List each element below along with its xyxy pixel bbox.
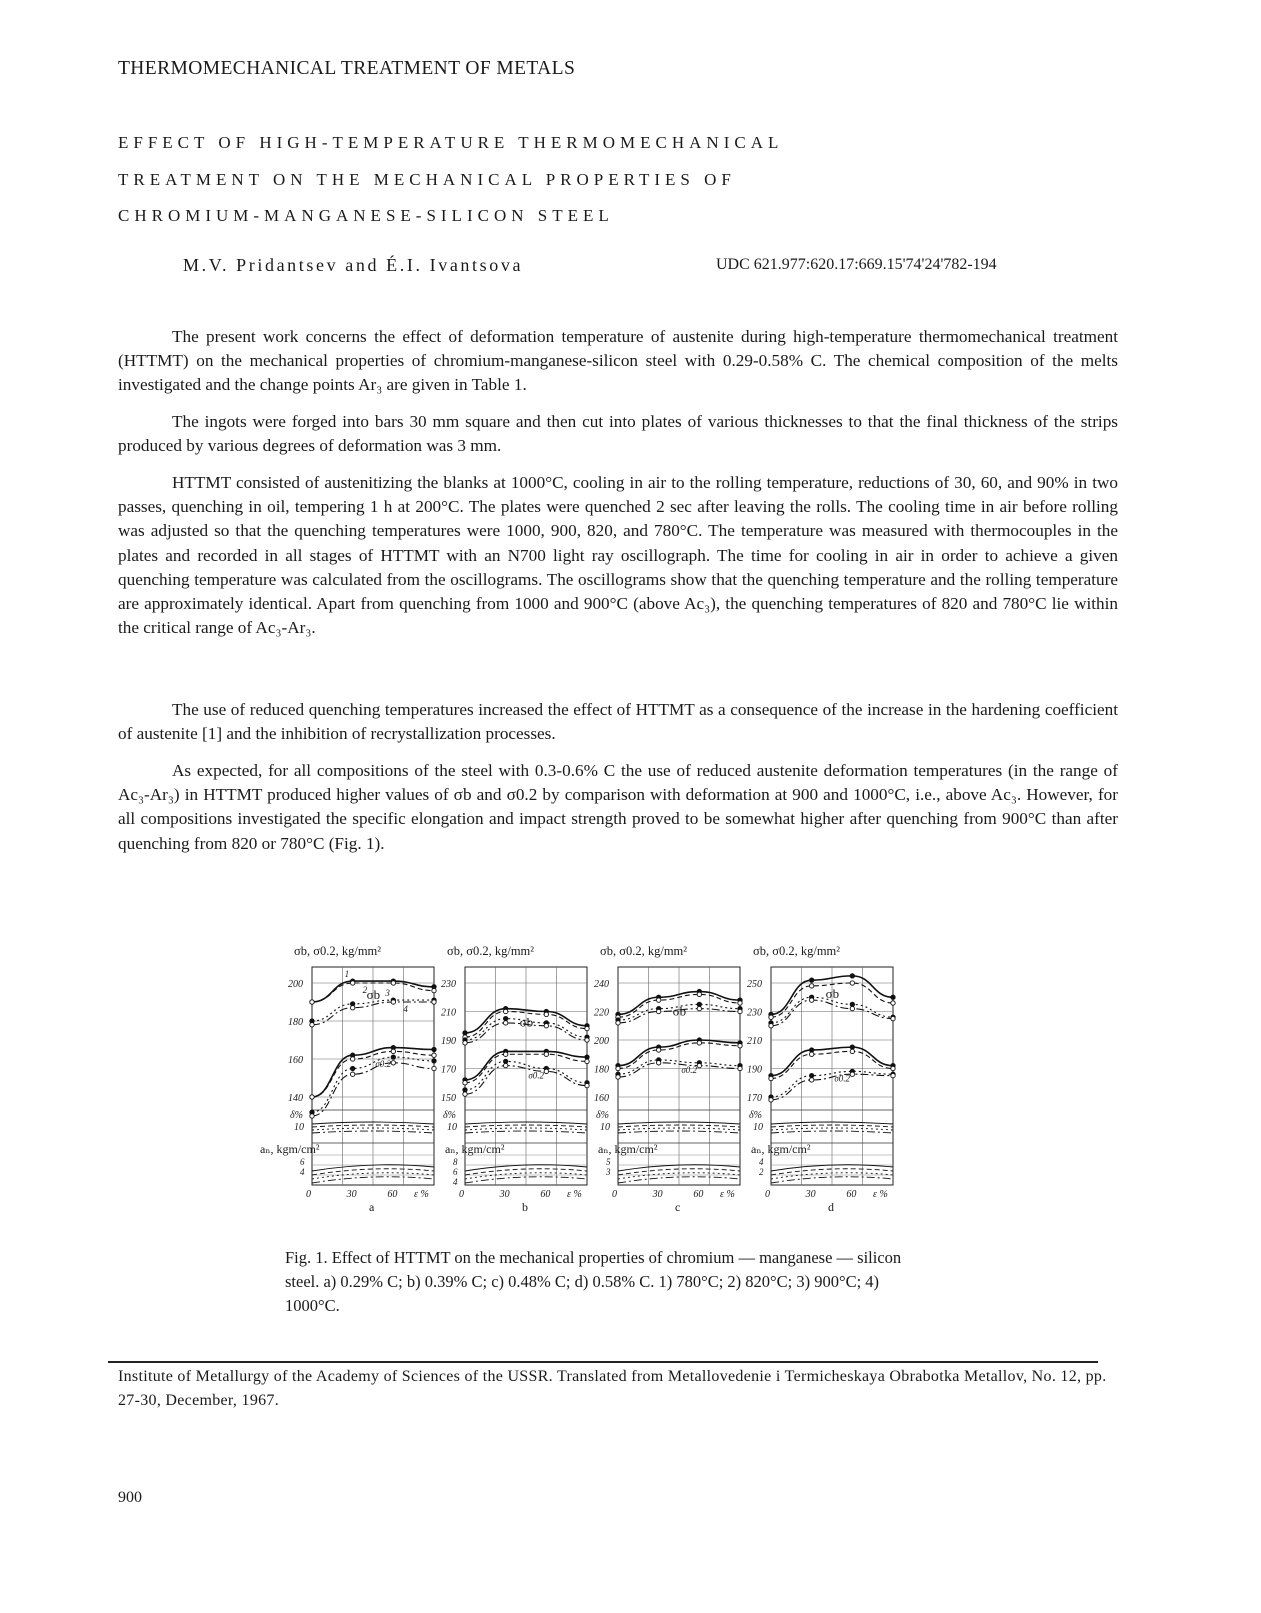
data-point [891, 1016, 895, 1020]
data-point [391, 981, 395, 985]
data-point [616, 1066, 620, 1070]
delta-axis-label: δ% [443, 1110, 456, 1121]
impact-tick-label: 2 [759, 1167, 764, 1177]
paper-title-line-1: EFFECT OF HIGH-TEMPERATURE THERMOMECHANICAL [118, 133, 784, 152]
panel-letter: a [369, 1200, 375, 1214]
x-tick-label: 60 [387, 1189, 398, 1200]
sigma-b-annotation: σb [519, 1014, 534, 1030]
x-tick-label: 0 [765, 1189, 770, 1200]
data-point [544, 1012, 548, 1016]
sigma-02-annotation: σ0.2 [834, 1073, 851, 1084]
y-tick-label: 250 [747, 979, 762, 990]
udc-code: UDC 621.977:620.17:669.15'74'24'782-194 [716, 256, 997, 273]
data-point [656, 998, 660, 1002]
y-tick-label: 180 [288, 1017, 303, 1028]
data-point [697, 1041, 701, 1045]
panel-y-axis-label: σb, σ0.2, kg/mm² [753, 944, 841, 958]
data-point [310, 1000, 314, 1004]
impact-tick-label: 6 [300, 1157, 305, 1167]
x-tick-label: 0 [612, 1189, 617, 1200]
data-point [350, 1066, 354, 1070]
x-tick-label: 0 [459, 1189, 464, 1200]
y-tick-label: 160 [288, 1055, 303, 1066]
impact-axis-label: aₙ, kgm/cm² [751, 1142, 811, 1156]
panel-letter: b [522, 1200, 528, 1214]
data-point [769, 1015, 773, 1019]
data-point [463, 1031, 467, 1035]
data-point [656, 1009, 660, 1013]
delta-axis-label: δ% [596, 1110, 609, 1121]
section-heading: THERMOMECHANICAL TREATMENT OF METALS [118, 58, 576, 79]
impact-tick-label: 4 [453, 1177, 458, 1187]
data-point [310, 1095, 314, 1099]
impact-tick-label: 8 [453, 1157, 458, 1167]
data-point [503, 1016, 507, 1020]
delta-tick-label: 10 [600, 1122, 610, 1133]
y-tick-label: 180 [594, 1064, 609, 1076]
data-point [350, 981, 354, 985]
figure-caption: Fig. 1. Effect of HTTMT on the mechanical properties of chromium — manganese — silicon steel. a) 0.29% C; b) 0.39% C; c) 0.48% C; d) 0.58% C. 1) 780°C; 2) 820°C; 3) 900°C; 4) 1000°C. [285, 1248, 902, 1315]
delta-tick-label: 10 [753, 1122, 763, 1133]
data-point [310, 1114, 314, 1118]
figure-panel-d [747, 944, 895, 1214]
data-point [463, 1081, 467, 1085]
impact-tick-label: 4 [300, 1167, 305, 1177]
x-tick-label: 60 [540, 1189, 551, 1200]
curve-number-label: 4 [403, 1004, 408, 1014]
y-tick-label: 200 [288, 979, 303, 990]
sigma-02-annotation: σ0.2 [375, 1059, 392, 1070]
data-point [544, 1052, 548, 1056]
curve-number-label: 3 [385, 988, 390, 999]
impact-tick-label: 4 [759, 1157, 764, 1167]
y-tick-label: 200 [594, 1036, 609, 1047]
x-tick-label: 60 [846, 1189, 857, 1200]
sigma-b-annotation: σb [672, 1003, 687, 1019]
data-point [432, 988, 436, 992]
data-point [585, 1055, 589, 1059]
y-tick-label: 190 [441, 1036, 456, 1047]
y-tick-label: 230 [747, 1007, 762, 1019]
y-tick-label: 170 [747, 1093, 762, 1104]
sigma-02-annotation: σ0.2 [681, 1064, 698, 1075]
curve-number-label: 1 [344, 969, 350, 980]
impact-tick-label: 3 [606, 1167, 611, 1177]
data-point [432, 1047, 436, 1051]
data-point [809, 998, 813, 1002]
y-tick-label: 210 [747, 1036, 762, 1047]
impact-tick-label: 5 [606, 1157, 611, 1167]
data-point [891, 1066, 895, 1070]
data-point [463, 1088, 467, 1092]
panel-y-axis-label: σb, σ0.2, kg/mm² [600, 944, 688, 958]
data-point [850, 981, 854, 985]
data-point [697, 1002, 701, 1006]
page-number: 900 [118, 1489, 142, 1506]
data-point [463, 1041, 467, 1045]
data-point [850, 1049, 854, 1053]
panel-letter: c [675, 1200, 681, 1214]
y-tick-label: 210 [441, 1007, 456, 1019]
data-point [432, 1053, 436, 1057]
data-point [656, 1048, 660, 1052]
data-point [391, 1049, 395, 1053]
authors: M.V. Pridantsev and É.I. Ivantsova [183, 255, 524, 275]
data-point [503, 1021, 507, 1025]
y-tick-label: 160 [594, 1093, 609, 1104]
delta-axis-label: δ% [749, 1110, 762, 1121]
x-axis-unit: ε % [567, 1189, 582, 1200]
delta-axis-label: δ% [290, 1110, 303, 1121]
data-point [809, 1052, 813, 1056]
data-point [697, 992, 701, 996]
sigma-b-annotation: σb [366, 987, 381, 1003]
x-axis-unit: ε % [414, 1189, 429, 1200]
y-tick-label: 140 [288, 1093, 303, 1104]
data-point [585, 1059, 589, 1063]
data-point [769, 1076, 773, 1080]
y-tick-label: 240 [594, 979, 609, 990]
data-point [809, 1073, 813, 1077]
data-point [432, 1000, 436, 1004]
x-tick-label: 30 [346, 1189, 357, 1200]
x-tick-label: 60 [693, 1189, 704, 1200]
x-tick-label: 30 [499, 1189, 510, 1200]
footnote-divider [108, 1361, 1098, 1363]
paper-title-line-2: TREATMENT ON THE MECHANICAL PROPERTIES OF [118, 170, 736, 189]
y-tick-label: 220 [594, 1007, 609, 1019]
data-point [391, 1061, 395, 1065]
panel-y-axis-label: σb, σ0.2, kg/mm² [447, 944, 535, 958]
figure-panel-a [260, 944, 436, 1214]
data-point [738, 1001, 742, 1005]
data-point [503, 1059, 507, 1063]
impact-tick-label: 6 [453, 1167, 458, 1177]
x-tick-label: 30 [652, 1189, 663, 1200]
data-point [891, 1001, 895, 1005]
y-tick-label: 170 [441, 1064, 456, 1076]
data-point [769, 1098, 773, 1102]
delta-tick-label: 10 [294, 1122, 304, 1133]
panel-letter: d [828, 1200, 834, 1214]
data-point [544, 1024, 548, 1028]
x-tick-label: 0 [306, 1189, 311, 1200]
sigma-b-annotation: σb [825, 986, 840, 1002]
paper-title-line-3: CHROMIUM-MANGANESE-SILICON STEEL [118, 206, 614, 225]
data-point [585, 1026, 589, 1030]
body-paragraph-3: HTTMT consisted of austenitizing the blanks at 1000°C, cooling in air to the rolling temperature, reductions of 30, 60, and 90% in two passes, quenching in oil, tempering 1 h at 200°C. The plates were quenched 2 sec after leaving the rolls. The cooling time in air before rolling was adjusted so that the quenching temperatures were 1000, 900, 820, and 780°C. The temperature was measured with thermocouples in the plates and recorded in all stages of HTTMT with an N700 light ray oscillograph. The time for cooling in air in order to achieve a given quenching temperature was calculated from the oscillograms. The oscillograms show that the quenching temperature and the rolling temperature are approximately identical. Apart from quenching from 1000 and 900°C (above Ac₃), the quenching temperatures of 820 and 780°C lie within the critical range of Ac₃-Ar₃. [118, 473, 1118, 638]
data-point [850, 1002, 854, 1006]
data-point [616, 1075, 620, 1079]
data-point [432, 1059, 436, 1063]
body-paragraph-4: The use of reduced quenching temperatures increased the effect of HTTMT as a consequence of the increase in the hardening coefficient of austenite [1] and the inhibition of recrystallization processes. [118, 700, 1118, 744]
y-tick-label: 150 [441, 1093, 456, 1104]
impact-axis-label: aₙ, kgm/cm² [598, 1142, 658, 1156]
data-point [697, 1063, 701, 1067]
x-tick-label: 30 [805, 1189, 816, 1200]
data-point [850, 1072, 854, 1076]
curve-number-label: 2 [362, 985, 368, 995]
y-tick-label: 230 [441, 979, 456, 990]
data-point [850, 1006, 854, 1010]
data-point [738, 1009, 742, 1013]
data-point [809, 1078, 813, 1082]
data-point [585, 1038, 589, 1042]
data-point [310, 1023, 314, 1027]
data-point [432, 1066, 436, 1070]
data-point [350, 1057, 354, 1061]
data-point [544, 1069, 548, 1073]
data-point [503, 1052, 507, 1056]
figure-1 [260, 935, 924, 1215]
data-point [503, 1063, 507, 1067]
footnote: Institute of Metallurgy of the Academy of Sciences of the USSR. Translated from Metallovedenie i Termicheskaya Obrabotka Metallov, No. 12, pp. 27-30, December, 1967. [118, 1368, 1107, 1409]
data-point [809, 1048, 813, 1052]
data-point [891, 995, 895, 999]
body-paragraph-1: The present work concerns the effect of deformation temperature of austenite during high-temperature thermomechanical treatment (HTTMT) on the mechanical properties of chromium-manganese-silicon steel with 0.29-0.58% C. The chemical composition of the melts investigated and the change points Ar₃ are given in Table 1. [118, 327, 1118, 395]
data-point [616, 1021, 620, 1025]
impact-axis-label: aₙ, kgm/cm² [260, 1142, 320, 1156]
data-point [503, 1009, 507, 1013]
figure-panel-b [441, 944, 589, 1214]
x-axis-unit: ε % [720, 1189, 735, 1200]
data-point [738, 1044, 742, 1048]
data-point [463, 1092, 467, 1096]
data-point [350, 1072, 354, 1076]
data-point [391, 1000, 395, 1004]
data-point [350, 1006, 354, 1010]
data-point [850, 1045, 854, 1049]
data-point [891, 1073, 895, 1077]
data-point [809, 984, 813, 988]
data-point [850, 974, 854, 978]
data-point [697, 1006, 701, 1010]
data-point [769, 1024, 773, 1028]
panel-y-axis-label: σb, σ0.2, kg/mm² [294, 944, 382, 958]
data-point [738, 1066, 742, 1070]
data-point [585, 1083, 589, 1087]
x-axis-unit: ε % [873, 1189, 888, 1200]
data-point [809, 978, 813, 982]
sigma-02-annotation: σ0.2 [528, 1070, 545, 1081]
impact-axis-label: aₙ, kgm/cm² [445, 1142, 505, 1156]
data-point [391, 1055, 395, 1059]
figure-panel-c [594, 944, 742, 1214]
y-tick-label: 190 [747, 1064, 762, 1076]
delta-tick-label: 10 [447, 1122, 457, 1133]
body-paragraph-2: The ingots were forged into bars 30 mm square and then cut into plates of various thicknesses to that the final thickness of the strips produced by various degrees of deformation was 3 mm. [118, 412, 1118, 456]
data-point [656, 1061, 660, 1065]
body-paragraph-5: As expected, for all compositions of the steel with 0.3-0.6% C the use of reduced austenite deformation temperatures (in the range of Ac₃-Ar₃) in HTTMT produced higher values of σb and σ0.2 by comparison with deformation at 900 and 1000°C, i.e., above Ac₃. However, for all compositions investigated the specific elongation and impact strength proved to be somewhat higher after quenching from 900°C than after quenching from 820 or 780°C (Fig. 1). [118, 761, 1118, 853]
